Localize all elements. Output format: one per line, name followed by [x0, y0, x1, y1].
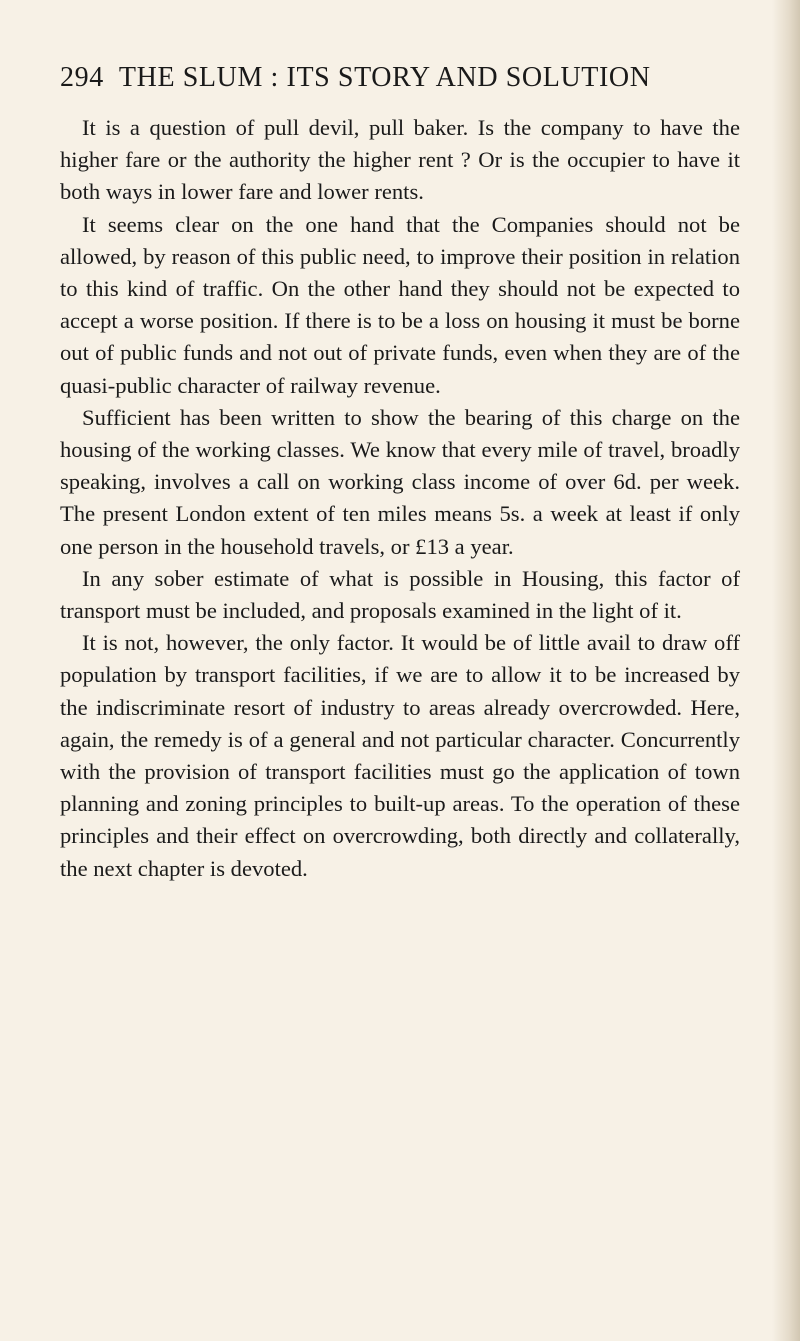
- paragraph: It seems clear on the one hand that the Companies should not be allowed, by reason of this public need, to improve their position in relation to this kind of traffic. On the other hand they should not be expected to accept a worse position. If there is to be a loss on housing it must be borne out of public funds and not out of private funds, even when they are of the quasi-public character of railway revenue.: [60, 211, 740, 398]
- paragraph: It is not, however, the only factor. It would be of little avail to draw off population by transport facilities, if we are to allow it to be increased by the indiscriminate resort of industry to areas already overcrowded. Here, again, the remedy is of a general and not particular character. Concurrently with the provision of transport facilities must go the application of town planning and zoning principles to built-up areas. To the operation of these principles and their effect on overcrowding, both directly and collaterally, the next chapter is devoted.: [60, 630, 740, 881]
- body-text: [60, 112, 740, 885]
- paragraph: It is a question of pull devil, pull baker. Is the company to have the higher fare or the authority the higher rent ? Or is the occupier to have it both ways in lower fare and lower rents.: [60, 115, 740, 205]
- running-title: THE SLUM : ITS STORY AND SOLUTION: [118, 62, 651, 93]
- running-header: [60, 62, 740, 102]
- page-edge-shadow: [772, 0, 800, 1341]
- paragraph: In any sober estimate of what is possible in Housing, this factor of transport must be included, and proposals examined in the light of it.: [60, 565, 740, 624]
- paragraph: Sufficient has been written to show the bearing of this charge on the housing of the working classes. We know that every mile of travel, broadly speaking, involves a call on working class income of over 6d. per week. The present London extent of ten miles means 5s. a week at least if only one person in the household travels, or £13 a year.: [60, 404, 740, 559]
- page-number: 294: [60, 62, 104, 93]
